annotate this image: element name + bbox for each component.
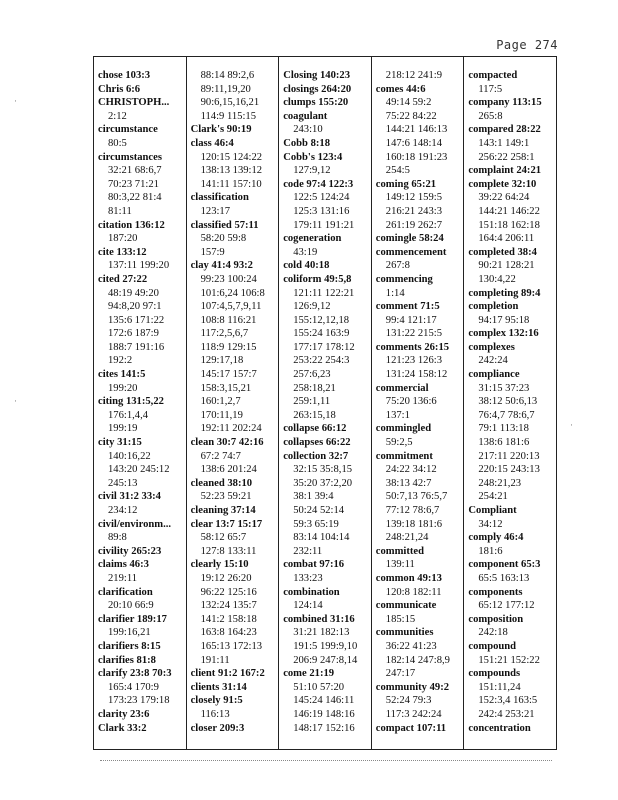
index-citation: 151:21 152:22 [478, 654, 540, 666]
index-citation: 58:12 65:7 [200, 532, 247, 544]
index-citation: 199:19 [108, 423, 138, 435]
index-term: clarification [98, 586, 153, 598]
index-citation: 242:18 [478, 627, 508, 639]
index-citation: 165:4 170:9 [108, 681, 159, 693]
index-term: commercial [375, 382, 429, 394]
index-citation: 125:3 131:16 [293, 205, 350, 217]
index-term: closings 264:20 [283, 83, 352, 95]
index-term: Cobb's 123:4 [283, 151, 343, 163]
index-term: clarity 23:6 [98, 708, 150, 720]
index-term: complaint 24:21 [468, 165, 542, 177]
index-citation: 131:24 158:12 [385, 369, 448, 381]
index-citation: 148:17 152:16 [293, 722, 355, 734]
index-term: commencing [375, 273, 433, 285]
index-citation: 89:8 [108, 532, 127, 544]
index-citation: 24:22 34:12 [385, 464, 437, 476]
index-term: cited 27:22 [98, 273, 148, 285]
index-citation: 144:21 146:22 [478, 205, 540, 217]
index-citation: 164:4 206:11 [478, 233, 535, 245]
index-term: components [468, 586, 523, 598]
index-term: clumps 155:20 [283, 97, 349, 109]
index-term: cold 40:18 [283, 260, 330, 272]
index-term: complexes [468, 341, 515, 353]
index-citation: 126:9,12 [293, 301, 331, 313]
index-citation: 116:13 [200, 708, 230, 720]
index-citation: 139:18 181:6 [385, 518, 442, 530]
index-term: Clark's 90:19 [190, 124, 252, 136]
index-term: clarifiers 8:15 [98, 640, 161, 652]
index-citation: 267:8 [385, 260, 410, 272]
index-citation: 254:21 [478, 491, 508, 503]
index-term: Compliant [468, 505, 517, 516]
index-citation: 145:17 157:7 [200, 369, 257, 381]
index-citation: 67:2 74:7 [200, 450, 241, 462]
index-citation: 94:17 95:18 [478, 314, 530, 326]
index-citation: 50:7,13 76:5,7 [385, 491, 448, 503]
index-term: concentration [468, 722, 531, 734]
index-citation: 127:9,12 [293, 165, 331, 177]
index-citation: 185:15 [385, 613, 416, 625]
index-citation: 123:17 [200, 205, 231, 217]
index-term: complex 132:16 [468, 328, 539, 340]
index-citation: 99:4 121:17 [385, 314, 437, 326]
index-citation: 248:21,23 [478, 477, 522, 489]
index-citation: 263:15,18 [293, 409, 336, 421]
index-citation: 52:24 79:3 [385, 695, 432, 707]
index-citation: 220:15 243:13 [478, 464, 540, 476]
index-term: combat 97:16 [283, 559, 345, 571]
index-citation: 34:12 [478, 518, 503, 530]
index-citation: 81:11 [108, 205, 132, 217]
index-term: chose 103:3 [98, 70, 151, 81]
index-term: Closing 140:23 [283, 70, 350, 81]
index-term: comes 44:6 [375, 83, 426, 95]
index-term: cleaned 38:10 [190, 477, 253, 489]
index-citation: 80:3,22 81:4 [108, 192, 162, 204]
index-term: Chris 6:6 [98, 83, 141, 95]
index-citation: 145:24 146:11 [293, 695, 355, 707]
index-citation: 146:19 148:16 [293, 708, 355, 720]
index-term: circumstances [98, 151, 162, 163]
index-term: completed 38:4 [468, 246, 537, 258]
index-citation: 160:18 191:23 [385, 151, 448, 163]
index-citation: 139:11 [385, 559, 415, 571]
index-citation: 138:13 139:12 [200, 165, 263, 177]
index-citation: 265:8 [478, 110, 503, 122]
index-term: combined 31:16 [283, 613, 355, 625]
index-citation: 191:5 199:9,10 [293, 640, 358, 652]
index-citation: 79:1 113:18 [478, 423, 529, 435]
index-citation: 151:18 162:18 [478, 219, 540, 231]
index-citation: 118:9 129:15 [200, 341, 257, 353]
index-citation: 130:4,22 [478, 273, 516, 285]
index-citation: 121:23 126:3 [385, 355, 442, 367]
index-term: clean 30:7 42:16 [190, 437, 264, 449]
index-term: compared 28:22 [468, 124, 541, 136]
index-citation: 31:15 37:23 [478, 382, 530, 394]
index-citation: 80:5 [108, 137, 127, 149]
index-term: clear 13:7 15:17 [190, 518, 263, 530]
index-citation: 51:10 57:20 [293, 681, 345, 693]
index-citation: 242:4 253:21 [478, 708, 535, 720]
index-citation: 59:2,5 [385, 437, 413, 449]
index-term: cleaning 37:14 [190, 505, 256, 516]
bottom-divider [100, 760, 552, 761]
index-term: coliform 49:5,8 [283, 273, 352, 285]
index-citation: 155:12,12,18 [293, 314, 350, 326]
index-term: clients 31:14 [190, 681, 247, 693]
index-citation: 75:20 136:6 [385, 396, 437, 408]
index-term: commitment [375, 450, 433, 462]
index-citation: 199:20 [108, 382, 138, 394]
index-citation: 177:17 178:12 [293, 341, 355, 353]
index-citation: 48:19 49:20 [108, 287, 159, 299]
index-term: communities [375, 627, 434, 639]
index-term: complete 32:10 [468, 178, 537, 190]
index-term: comingle 58:24 [375, 233, 444, 245]
index-citation: 131:22 215:5 [385, 328, 442, 340]
index-citation: 152:3,4 163:5 [478, 695, 538, 707]
index-citation: 1:14 [385, 287, 405, 299]
index-citation: 160:1,2,7 [200, 396, 241, 408]
index-term: component 65:3 [468, 559, 541, 571]
index-citation: 137:11 199:20 [108, 260, 170, 272]
index-citation: 192:11 202:24 [200, 423, 262, 435]
index-citation: 158:3,15,21 [200, 382, 252, 394]
index-column-1 [94, 57, 187, 749]
index-citation: 182:14 247:8,9 [385, 654, 450, 666]
index-citation: 94:8,20 97:1 [108, 301, 162, 313]
index-citation: 117:2,5,6,7 [200, 328, 249, 340]
index-citation: 165:13 172:13 [200, 640, 263, 652]
index-citation: 77:12 78:6,7 [385, 505, 440, 516]
index-term: classified 57:11 [190, 219, 259, 231]
index-citation: 245:13 [108, 477, 138, 489]
index-citation: 257:6,23 [293, 369, 331, 381]
index-citation: 101:6,24 106:8 [200, 287, 265, 299]
index-citation: 107:4,5,7,9,11 [200, 301, 262, 313]
index-citation: 39:22 64:24 [478, 192, 530, 204]
index-term: collection 32:7 [283, 450, 349, 462]
index-term: comply 46:4 [468, 532, 524, 544]
index-citation: 65:5 163:13 [478, 572, 530, 584]
index-term: clarify 23:8 70:3 [98, 668, 172, 680]
index-citation: 176:1,4,4 [108, 409, 149, 421]
index-citation: 248:21,24 [385, 532, 429, 544]
index-citation: 58:20 59:8 [200, 233, 247, 245]
index-citation: 117:3 242:24 [385, 708, 442, 720]
index-citation: 157:9 [200, 246, 225, 258]
index-citation: 219:11 [108, 572, 138, 584]
index-citation: 234:12 [108, 505, 138, 516]
index-term: clarifier 189:17 [98, 613, 167, 625]
index-citation: 141:2 158:18 [200, 613, 257, 625]
index-citation: 117:5 [478, 83, 503, 95]
scan-speck: · [570, 420, 573, 430]
index-citation: 19:12 26:20 [200, 572, 252, 584]
index-citation: 89:11,19,20 [200, 83, 251, 95]
index-citation: 149:12 159:5 [385, 192, 442, 204]
index-term: class 46:4 [190, 137, 234, 149]
index-citation: 144:21 146:13 [385, 124, 448, 136]
index-citation: 88:14 89:2,6 [200, 70, 255, 81]
index-citation: 247:17 [385, 668, 416, 680]
index-term: committed [375, 545, 425, 557]
index-citation: 259:1,11 [293, 396, 331, 408]
index-citation: 132:24 135:7 [200, 600, 257, 612]
index-term: company 113:15 [468, 97, 542, 109]
index-citation: 65:12 177:12 [478, 600, 535, 612]
index-citation: 70:23 71:21 [108, 178, 159, 190]
index-term: classification [190, 192, 249, 204]
index-citation: 120:15 124:22 [200, 151, 263, 163]
index-term: Clark 33:2 [98, 722, 147, 734]
index-term: come 21:19 [283, 668, 335, 680]
index-citation: 31:21 182:13 [293, 627, 350, 639]
index-citation: 173:23 179:18 [108, 695, 170, 707]
index-term: citing 131:5,22 [98, 396, 164, 408]
index-citation: 138:6 201:24 [200, 464, 257, 476]
index-citation: 147:6 148:14 [385, 137, 442, 149]
index-citation: 32:15 35:8,15 [293, 464, 353, 476]
index-citation: 83:14 104:14 [293, 532, 350, 544]
index-citation: 170:11,19 [200, 409, 243, 421]
index-citation: 192:2 [108, 355, 133, 367]
index-citation: 38:1 39:4 [293, 491, 334, 503]
index-term: comment 71:5 [375, 301, 440, 313]
index-citation: 135:6 171:22 [108, 314, 165, 326]
index-citation: 129:17,18 [200, 355, 244, 367]
index-term: common 49:13 [375, 572, 442, 584]
index-citation: 217:11 220:13 [478, 450, 540, 462]
index-term: completion [468, 301, 519, 313]
index-term: civil 31:2 33:4 [98, 491, 161, 503]
index-citation: 32:21 68:6,7 [108, 165, 162, 177]
index-citation: 261:19 262:7 [385, 219, 442, 231]
index-citation: 216:21 243:3 [385, 205, 442, 217]
index-term: comments 26:15 [375, 341, 450, 353]
index-column-4 [372, 57, 465, 749]
index-term: clarifies 81:8 [98, 654, 156, 666]
index-term: combination [283, 586, 340, 598]
index-citation: 38:13 42:7 [385, 477, 432, 489]
index-citation: 191:11 [200, 654, 230, 666]
index-term: code 97:4 122:3 [283, 178, 354, 190]
index-citation: 36:22 41:23 [385, 640, 437, 652]
index-column-5 [464, 57, 556, 749]
index-term: client 91:2 167:2 [190, 668, 265, 680]
index-citation: 140:16,22 [108, 450, 151, 462]
index-citation: 124:14 [293, 600, 323, 612]
index-citation: 38:12 50:6,13 [478, 396, 538, 408]
index-term: cite 133:12 [98, 246, 147, 258]
index-term: closer 209:3 [190, 722, 245, 734]
index-column-3 [279, 57, 372, 749]
index-term: clay 41:4 93:2 [190, 260, 253, 272]
index-citation: 127:8 133:11 [200, 545, 257, 557]
index-term: compound [468, 640, 517, 652]
index-term: citation 136:12 [98, 219, 165, 231]
index-term: closely 91:5 [190, 695, 243, 707]
index-term: clearly 15:10 [190, 559, 249, 571]
index-citation: 59:3 65:19 [293, 518, 339, 530]
index-citation: 258:18,21 [293, 382, 336, 394]
scan-speck: · [14, 96, 17, 106]
index-term: community 49:2 [375, 681, 450, 693]
scan-speck: · [14, 396, 17, 406]
index-citation: 2:12 [108, 110, 127, 122]
index-citation: 181:6 [478, 545, 503, 557]
index-term: compact 107:11 [375, 722, 447, 734]
index-citation: 242:24 [478, 355, 508, 367]
index-term: cites 141:5 [98, 369, 146, 381]
index-term: CHRISTOPH... [98, 97, 170, 109]
index-citation: 254:5 [385, 165, 410, 177]
index-column-2 [187, 57, 280, 749]
index-term: city 31:15 [98, 437, 142, 449]
index-citation: 108:8 116:21 [200, 314, 257, 326]
index-term: coming 65:21 [375, 178, 437, 190]
index-citation: 172:6 187:9 [108, 328, 159, 340]
index-term: communicate [375, 600, 437, 612]
index-citation: 90:21 128:21 [478, 260, 535, 272]
index-citation: 122:5 124:24 [293, 192, 350, 204]
index-citation: 90:6,15,16,21 [200, 97, 260, 109]
index-term: circumstance [98, 124, 158, 136]
index-term: cogeneration [283, 233, 342, 245]
index-citation: 163:8 164:23 [200, 627, 257, 639]
index-term: compliance [468, 369, 520, 381]
index-citation: 114:9 115:15 [200, 110, 257, 122]
index-term: completing 89:4 [468, 287, 541, 299]
index-citation: 50:24 52:14 [293, 505, 345, 516]
index-citation: 253:22 254:3 [293, 355, 350, 367]
index-citation: 120:8 182:11 [385, 586, 442, 598]
index-citation: 143:1 149:1 [478, 137, 530, 149]
index-citation: 151:11,24 [478, 681, 521, 693]
index-citation: 43:19 [293, 246, 318, 258]
index-citation: 138:6 181:6 [478, 437, 530, 449]
index-term: Cobb 8:18 [283, 137, 330, 149]
index-citation: 96:22 125:16 [200, 586, 257, 598]
index-term: civil/environm... [98, 518, 172, 530]
index-citation: 187:20 [108, 233, 138, 245]
index-citation: 121:11 122:21 [293, 287, 355, 299]
index-citation: 206:9 247:8,14 [293, 654, 358, 666]
index-citation: 143:20 245:12 [108, 464, 170, 476]
index-citation: 199:16,21 [108, 627, 151, 639]
index-citation: 243:10 [293, 124, 323, 136]
index-citation: 218:12 241:9 [385, 70, 442, 81]
index-citation: 256:22 258:1 [478, 151, 535, 163]
index-term: composition [468, 613, 524, 625]
index-term: civility 265:23 [98, 545, 162, 557]
index-citation: 20:10 66:9 [108, 600, 154, 612]
index-term: commencement [375, 246, 447, 258]
page-number: Page 274 [496, 38, 558, 52]
index-citation: 99:23 100:24 [200, 273, 257, 285]
index-citation: 179:11 191:21 [293, 219, 355, 231]
index-citation: 141:11 157:10 [200, 178, 262, 190]
index-citation: 188:7 191:16 [108, 341, 165, 353]
index-term: claims 46:3 [98, 559, 149, 571]
index-term: coagulant [283, 110, 328, 122]
index-citation: 133:23 [293, 572, 323, 584]
index-citation: 75:22 84:22 [385, 110, 437, 122]
index-term: compounds [468, 668, 521, 680]
index-table [93, 56, 557, 750]
index-citation: 232:11 [293, 545, 323, 557]
index-term: commingled [375, 423, 432, 435]
index-citation: 35:20 37:2,20 [293, 477, 353, 489]
index-term: collapse 66:12 [283, 423, 347, 435]
index-citation: 52:23 59:21 [200, 491, 252, 503]
index-term: collapses 66:22 [283, 437, 351, 449]
index-citation: 76:4,7 78:6,7 [478, 409, 535, 421]
index-citation: 137:1 [385, 409, 410, 421]
index-citation: 49:14 59:2 [385, 97, 432, 109]
index-citation: 155:24 163:9 [293, 328, 350, 340]
index-term: compacted [468, 70, 518, 81]
